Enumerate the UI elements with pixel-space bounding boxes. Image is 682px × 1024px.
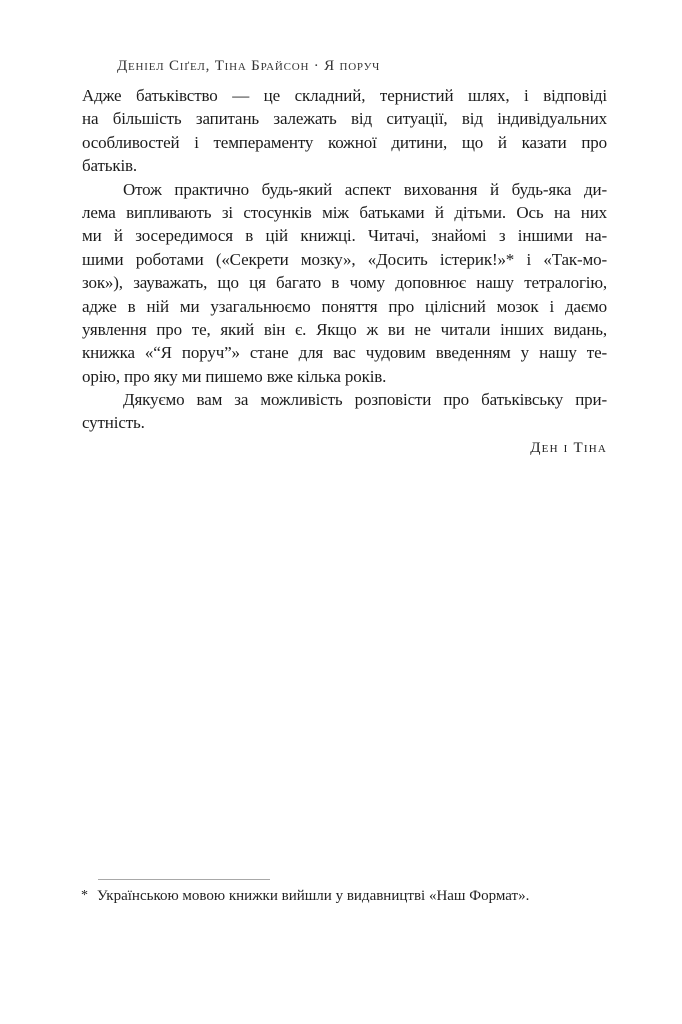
- text-line: лема випливають зі стосунків між батьками й дітьми. Ось на них: [82, 202, 607, 222]
- text-line: на більшість запитань залежать від ситуації, від індивідуальних: [82, 109, 607, 129]
- text-line: ми й зосередимося в цій книжці. Читачі, знайомі з іншими на-: [82, 226, 607, 246]
- running-header: Деніел Сіґел, Тіна Брайсон · Я поруч: [117, 58, 381, 74]
- text-line: особливостей і темпераменту кожної дитини, що й казати про: [82, 132, 607, 152]
- footnote-separator-rule: [98, 879, 270, 880]
- text-line: адже в ній ми узагальнюємо поняття про цілісний мозок і даємо: [82, 296, 607, 316]
- text-line: зок»), зауважать, що ця багато в чому доповнює нашу тетралогію,: [82, 273, 607, 293]
- paragraph: [82, 84, 607, 178]
- text-line: Адже батьківство — це складний, тернистий шлях, і відповіді: [82, 86, 607, 105]
- footnote-marker: *: [81, 888, 88, 903]
- paragraph: [82, 178, 607, 389]
- footnote-text: Українською мовою книжки вийшли у видавництві «Наш Формат».: [97, 888, 530, 904]
- footnote: [81, 886, 611, 906]
- paragraph: [82, 388, 607, 435]
- text-line: орію, про яку ми пишемо вже кілька років.: [82, 366, 387, 386]
- text-line: шими роботами («Секрети мозку», «Досить істерик!»* і «Так-мо-: [82, 249, 607, 269]
- text-line: Отож практично будь-який аспект виховання й будь-яка ди-: [123, 179, 607, 199]
- signature: Ден і Тіна: [530, 439, 607, 456]
- text-line: Дякуємо вам за можливість розповісти про батьківську при-: [123, 390, 607, 410]
- text-line: батьків.: [82, 156, 137, 176]
- text-line: книжка «“Я поруч”» стане для вас чудовим введенням у нашу те-: [82, 343, 607, 363]
- text-line: уявлення про те, який він є. Якщо ж ви не читали інших видань,: [82, 319, 607, 339]
- body-text: [82, 84, 607, 460]
- text-line: сутність.: [82, 413, 145, 433]
